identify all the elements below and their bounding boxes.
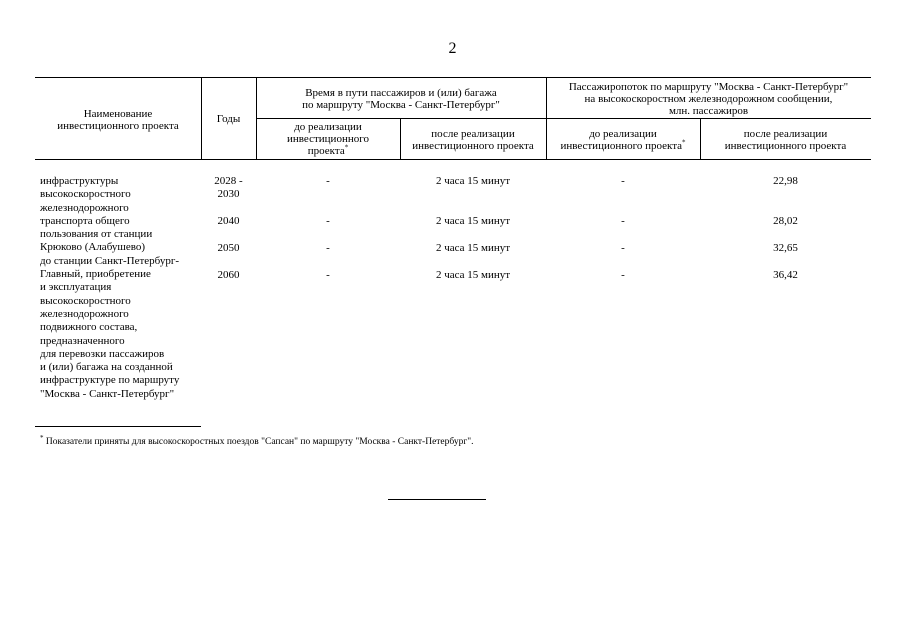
flow-before-cell: - <box>621 175 625 187</box>
travel-before-cell: - <box>326 269 330 281</box>
footnote-mark: * <box>40 433 44 442</box>
flow-after-cell: 28,02 <box>773 215 798 227</box>
year-cell: 2028 - 2030 <box>214 175 243 200</box>
flow-before-cell: - <box>621 242 625 254</box>
year-cell: 2040 <box>217 215 240 227</box>
travel-after-cell: 2 часа 15 минут <box>435 215 511 227</box>
header-travel-time: Время в пути пассажиров и (или) багажа по маршруту "Москва - Санкт-Петербург" <box>302 87 500 111</box>
header-travel-after: после реализации инвестиционного проекта <box>412 128 534 152</box>
year-cell: 2050 <box>217 242 240 254</box>
footnote-separator <box>35 426 201 427</box>
end-rule <box>388 499 486 500</box>
header-travel-before-text: до реализации инвестиционного проекта <box>287 121 369 157</box>
travel-after-cell: 2 часа 15 минут <box>435 242 511 254</box>
header-project-name: Наименование инвестиционного проекта <box>57 108 179 132</box>
page-number: 2 <box>448 40 457 57</box>
flow-after-cell: 32,65 <box>773 242 798 254</box>
project-name-cell: инфраструктуры высокоскоростного железнодорожного транспорта общего пользования от станции Крюково (Алабушево) до станции Санкт-Петербург- Главный, приобретение и эксплуатация высокоскоростного железнодорожного подвижного состава, предназначенного для перевозки пассажиров и (или) багажа на созданной инфраструктуре по маршруту "Москва - Санкт-Петербург" <box>40 175 180 400</box>
flow-after-cell: 36,42 <box>773 269 798 281</box>
footnote <box>40 433 474 448</box>
flow-after-cell: 22,98 <box>773 175 798 187</box>
travel-after-cell: 2 часа 15 минут <box>435 269 511 281</box>
header-years: Годы <box>216 113 241 125</box>
travel-before-cell: - <box>326 175 330 187</box>
travel-before-cell: - <box>326 242 330 254</box>
subheader-divider-right <box>546 118 871 119</box>
footnote-text: Показатели приняты для высокоскоростных поездов "Сапсан" по маршруту "Москва - Санкт-Петербург". <box>43 437 474 447</box>
footnote-marker: * <box>682 138 686 147</box>
table-top-border <box>35 77 871 78</box>
header-travel-before <box>256 121 400 157</box>
flow-before-cell: - <box>621 215 625 227</box>
subheader-divider-left <box>256 118 546 119</box>
header-passenger-flow: Пассажиропоток по маршруту "Москва - Санкт-Петербург" на высокоскоростном железнодорожном сообщении, млн. пассажиров <box>568 81 849 117</box>
year-cell: 2060 <box>217 269 240 281</box>
header-bottom-border <box>35 159 871 160</box>
header-flow-before-text: до реализации инвестиционного проекта <box>560 128 683 152</box>
header-flow-before <box>546 128 700 152</box>
travel-before-cell: - <box>326 215 330 227</box>
flow-before-cell: - <box>621 269 625 281</box>
header-flow-after: после реализации инвестиционного проекта <box>724 128 847 152</box>
travel-after-cell: 2 часа 15 минут <box>435 175 511 187</box>
footnote-marker: * <box>344 143 349 152</box>
